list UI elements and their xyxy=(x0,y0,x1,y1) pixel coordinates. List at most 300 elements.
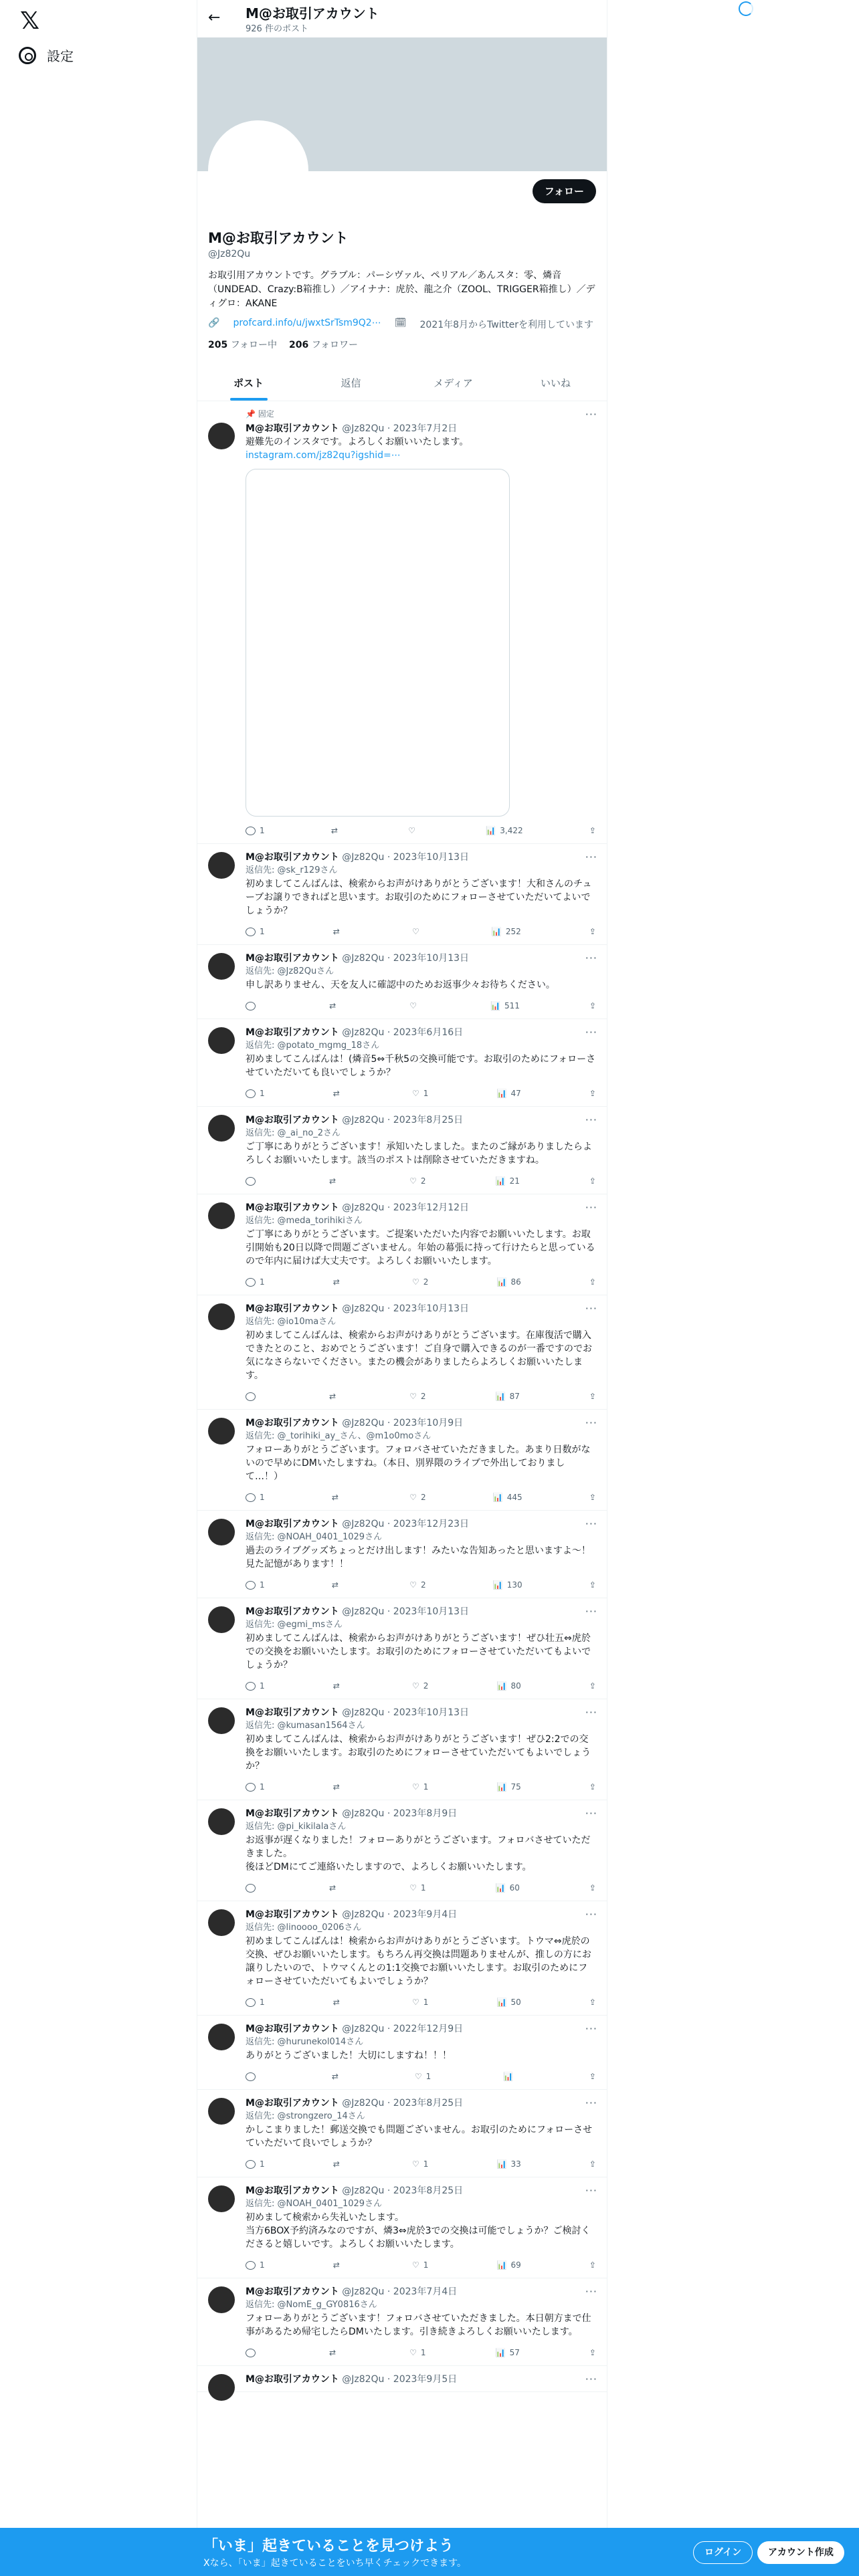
reply-count: 1 xyxy=(260,1681,265,1691)
more-options-icon[interactable]: ··· xyxy=(585,851,597,863)
like-button[interactable] xyxy=(412,927,423,936)
views-button[interactable] xyxy=(496,1176,520,1186)
retweet-button[interactable] xyxy=(333,1277,344,1287)
retweet-button[interactable] xyxy=(333,1089,344,1098)
reply-to[interactable]: 返信先: @_ai_no_2さん xyxy=(246,1128,341,1138)
tweet-author[interactable]: M@お取引アカウント xyxy=(246,423,339,434)
reply-count: 1 xyxy=(260,1493,265,1502)
tweet-text: 初めましてこんばんは、検索からお声がけありがとうございます！ぜひ壮五⇔虎於での交換をお願いいたします。お取引のためにフォローさせていただいてもよいでしょうか？ xyxy=(246,1633,591,1671)
like-button[interactable] xyxy=(412,2159,428,2169)
like-count: 2 xyxy=(423,1277,429,1287)
share-icon: ⇪ xyxy=(589,2072,596,2081)
reply-button[interactable] xyxy=(246,1392,260,1401)
like-button[interactable] xyxy=(412,2260,428,2270)
views-button[interactable] xyxy=(503,2072,517,2081)
pinned-label xyxy=(246,408,596,419)
reply-to[interactable]: 返信先: @hurunekol014さん xyxy=(246,2037,364,2047)
link-icon: 🔗 xyxy=(208,318,220,328)
more-options-icon[interactable]: ··· xyxy=(585,1605,597,1618)
tweet-header xyxy=(246,2097,596,2110)
share-icon: ⇪ xyxy=(589,2260,596,2270)
reply-to[interactable]: 返信先: @pi_kikilalaさん xyxy=(246,1822,347,1832)
tweet-link[interactable]: instagram.com/jz82qu?igshid=⋯ xyxy=(246,450,401,461)
retweet-icon: ⇄ xyxy=(330,826,338,835)
more-options-icon[interactable]: ··· xyxy=(585,1201,597,1214)
tweet-author[interactable]: M@お取引アカウント xyxy=(246,1909,339,1920)
views-button[interactable] xyxy=(490,1001,520,1010)
avatar[interactable] xyxy=(208,1519,235,1545)
avatar[interactable] xyxy=(208,1909,235,1936)
tweet-actions xyxy=(246,1389,596,1404)
share-button[interactable] xyxy=(589,927,596,936)
reply-to[interactable]: 返信先: @sk_r129さん xyxy=(246,865,338,875)
following-count: 205 xyxy=(208,340,228,350)
reply-button[interactable] xyxy=(246,1782,265,1792)
bar-chart-icon: 📊 xyxy=(496,1089,507,1098)
share-icon: ⇪ xyxy=(589,927,596,936)
signup-button[interactable]: アカウント作成 xyxy=(757,2541,844,2564)
retweet-button[interactable] xyxy=(329,1176,340,1186)
reply-to[interactable]: 返信先: @NOAH_0401_1029さん xyxy=(246,2199,383,2209)
tweet[interactable] xyxy=(197,1410,607,1511)
tweet-author[interactable]: M@お取引アカウント xyxy=(246,2024,339,2034)
reply-button[interactable] xyxy=(246,1493,265,1502)
more-options-icon[interactable]: ··· xyxy=(585,2022,597,2035)
tweet[interactable] xyxy=(197,2090,607,2177)
like-button[interactable] xyxy=(412,1089,428,1098)
bar-chart-icon: 📊 xyxy=(496,1277,507,1287)
reply-to[interactable]: 返信先: @_torihiki_ay_さん、@m1o0moさん xyxy=(246,1431,432,1441)
tweet-author[interactable]: M@お取引アカウント xyxy=(246,1303,339,1314)
tweet-author[interactable]: M@お取引アカウント xyxy=(246,1027,339,1038)
like-button[interactable] xyxy=(409,1580,425,1590)
share-icon: ⇪ xyxy=(589,1176,596,1186)
x-logo-icon[interactable]: 𝕏 xyxy=(20,7,40,35)
reply-icon xyxy=(246,1089,256,1098)
bar-chart-icon: 📊 xyxy=(503,2072,514,2081)
tweet-header xyxy=(246,851,596,864)
tweet-actions xyxy=(246,1679,596,1693)
reply-button[interactable] xyxy=(246,1580,265,1590)
like-button[interactable] xyxy=(409,1001,421,1010)
views-button[interactable] xyxy=(493,1580,522,1590)
views-button[interactable] xyxy=(496,2348,520,2357)
following-label: フォロー中 xyxy=(230,340,277,350)
like-button[interactable] xyxy=(409,1883,425,1893)
avatar[interactable] xyxy=(208,1418,235,1444)
nav-settings[interactable] xyxy=(19,45,74,65)
main-column xyxy=(197,0,607,2576)
avatar[interactable] xyxy=(208,2098,235,2125)
tweet[interactable] xyxy=(197,1511,607,1598)
tweet-meta: @Jz82Qu · 2023年7月4日 xyxy=(342,2286,458,2297)
tweet[interactable] xyxy=(197,1800,607,1901)
tweet-text: 初めましてこんばんは、検索からお声がけありがとうございます。在庫復活で購入できたとのこと、おめでとうございます！ご自身で購入できるのが一番ですのでお気になさらないでください。またの機会がありましたらよろしくお願いいたします。 xyxy=(246,1330,592,1381)
share-icon: ⇪ xyxy=(589,2348,596,2357)
tweet-text: 過去のライブグッズちょっとだけ出します！みたいな告知あったと思いますよ〜！見た記憶があります！！ xyxy=(246,1545,591,1570)
tweet-author[interactable]: M@お取引アカウント xyxy=(246,1808,339,1819)
tweet-meta: @Jz82Qu · 2023年10月13日 xyxy=(342,953,470,964)
share-icon: ⇪ xyxy=(589,2159,596,2169)
reply-to[interactable]: 返信先: @linoooo_0206さん xyxy=(246,1923,362,1933)
share-button[interactable] xyxy=(589,2159,596,2169)
reply-icon xyxy=(246,1998,256,2007)
reply-button[interactable] xyxy=(246,1089,265,1098)
retweet-icon: ⇄ xyxy=(332,2260,340,2270)
like-button[interactable] xyxy=(409,1176,425,1186)
more-options-icon[interactable]: ··· xyxy=(585,1302,597,1315)
like-button[interactable] xyxy=(409,1493,425,1502)
reply-button[interactable] xyxy=(246,2072,260,2081)
more-options-icon[interactable]: ··· xyxy=(585,1908,597,1921)
retweet-icon: ⇄ xyxy=(329,1392,337,1401)
top-bar xyxy=(197,0,607,37)
bottom-bar-title: 「いま」起きていることを見つけよう xyxy=(203,2538,454,2555)
tweet-header xyxy=(246,2285,596,2298)
share-button[interactable] xyxy=(589,2348,596,2357)
tweet-meta: @Jz82Qu · 2023年8月25日 xyxy=(342,2185,464,2196)
tweet-meta: @Jz82Qu · 2023年10月13日 xyxy=(342,1707,470,1718)
reply-to[interactable]: 返信先: @potato_mgmg_18さん xyxy=(246,1041,380,1051)
bar-chart-icon: 📊 xyxy=(496,1681,507,1691)
tweet-text: 初めましてこんばんは、検索からお声がけありがとうございます！大和さんのチューブお譲りできればと思います。お取引のためにフォローさせていただいてよいでしょうか？ xyxy=(246,879,592,916)
tweet[interactable] xyxy=(197,1019,607,1107)
reply-to[interactable]: 返信先: @kumasan1564さん xyxy=(246,1721,365,1731)
reply-button[interactable] xyxy=(246,2349,260,2357)
share-button[interactable] xyxy=(589,1998,596,2007)
view-count: 69 xyxy=(510,2260,521,2270)
share-button[interactable] xyxy=(589,1176,596,1186)
reply-button[interactable] xyxy=(246,2260,265,2270)
back-arrow-icon[interactable]: ← xyxy=(208,9,221,26)
like-button[interactable] xyxy=(408,826,419,835)
heart-icon: ♡ xyxy=(409,2348,417,2357)
tweet-meta: @Jz82Qu · 2023年10月13日 xyxy=(342,1303,470,1314)
views-button[interactable] xyxy=(496,1392,520,1401)
views-button[interactable] xyxy=(492,927,521,936)
tweet-author[interactable]: M@お取引アカウント xyxy=(246,1115,339,1125)
retweet-icon: ⇄ xyxy=(331,1580,339,1590)
tweet[interactable] xyxy=(197,401,607,844)
heart-icon: ♡ xyxy=(411,1089,419,1098)
retweet-button[interactable] xyxy=(329,2348,340,2357)
views-button[interactable] xyxy=(496,1883,520,1893)
timeline xyxy=(197,401,607,2392)
reply-button[interactable] xyxy=(246,826,265,835)
more-options-icon[interactable]: ··· xyxy=(585,408,597,421)
tweet[interactable] xyxy=(197,2278,607,2366)
avatar[interactable] xyxy=(208,2374,235,2401)
tweet[interactable] xyxy=(197,1194,607,1295)
avatar[interactable] xyxy=(208,2024,235,2050)
pin-icon: 📌 xyxy=(246,409,256,419)
more-options-icon[interactable]: ··· xyxy=(585,952,597,964)
bottom-bar-subtitle: Xなら、「いま」起きていることをいち早くチェックできます。 xyxy=(203,2558,467,2569)
reply-to[interactable]: 返信先: @meda_torihikiさん xyxy=(246,1216,363,1226)
tweet[interactable] xyxy=(197,945,607,1019)
reply-button[interactable] xyxy=(246,2159,265,2169)
tweet[interactable] xyxy=(197,1699,607,1800)
avatar[interactable] xyxy=(208,1606,235,1633)
more-options-icon[interactable]: ··· xyxy=(585,2285,597,2298)
avatar[interactable] xyxy=(208,1303,235,1330)
view-count: 57 xyxy=(509,2348,520,2357)
reply-button[interactable] xyxy=(246,1002,260,1010)
tweet-media[interactable] xyxy=(246,469,510,817)
reply-to[interactable]: 返信先: @NomE_g_GY0816さん xyxy=(246,2300,377,2310)
share-icon: ⇪ xyxy=(589,1681,596,1691)
reply-icon xyxy=(246,1392,256,1401)
avatar[interactable] xyxy=(208,1027,235,1054)
retweet-button[interactable] xyxy=(329,1883,340,1893)
tweet-meta: @Jz82Qu · 2023年12月12日 xyxy=(342,1202,470,1213)
tweet[interactable] xyxy=(197,1295,607,1410)
like-count: 2 xyxy=(420,1580,426,1590)
views-button[interactable] xyxy=(497,1998,521,2007)
retweet-icon: ⇄ xyxy=(329,1001,337,1010)
tweet-author[interactable]: M@お取引アカウント xyxy=(246,1202,339,1213)
reply-icon xyxy=(246,2072,256,2081)
reply-icon xyxy=(246,827,256,835)
tweet-text: 初めましてこんばんは！検索からお声がけありがとうございます。トウマ⇔虎於の交換、ぜひお願いいたします。もちろん再交換は問題ありませんが、推しの方にお譲りしたいので、トウマくんとの1:1交換でお願いいたします。お取引のためにフォローさせていただいてもよいでしょうか？ xyxy=(246,1936,591,1987)
more-options-icon[interactable]: ··· xyxy=(585,2373,597,2385)
share-icon: ⇪ xyxy=(589,1782,596,1792)
avatar[interactable] xyxy=(208,1202,235,1229)
share-button[interactable] xyxy=(589,1001,596,1010)
heart-icon: ♡ xyxy=(409,1883,417,1893)
like-button[interactable] xyxy=(412,1277,428,1287)
share-button[interactable] xyxy=(589,2260,596,2270)
view-count: 130 xyxy=(506,1580,522,1590)
reply-to[interactable]: 返信先: @NOAH_0401_1029さん xyxy=(246,1532,383,1542)
tweet-meta: @Jz82Qu · 2023年8月25日 xyxy=(342,2098,464,2109)
reply-button[interactable] xyxy=(246,1884,260,1893)
like-count: 2 xyxy=(423,1681,429,1691)
like-button[interactable] xyxy=(412,1998,428,2007)
more-options-icon[interactable]: ··· xyxy=(585,1517,597,1530)
tweet-header xyxy=(246,1113,596,1127)
tab-likes[interactable]: いいね xyxy=(540,377,571,389)
retweet-button[interactable] xyxy=(333,2159,344,2169)
tweet-actions xyxy=(246,1780,596,1794)
reply-button[interactable] xyxy=(246,1681,265,1691)
bar-chart-icon: 📊 xyxy=(486,826,496,835)
share-button[interactable] xyxy=(589,1277,596,1287)
retweet-button[interactable] xyxy=(332,1580,343,1590)
profile-joined: 2021年8月からTwitterを利用しています xyxy=(419,320,593,330)
followers-stat[interactable] xyxy=(289,338,358,351)
avatar[interactable] xyxy=(208,2185,235,2212)
share-icon: ⇪ xyxy=(589,1089,596,1098)
tweet-actions xyxy=(246,924,596,939)
login-button[interactable]: ログイン xyxy=(693,2541,753,2564)
heart-icon: ♡ xyxy=(409,1493,417,1502)
tweet[interactable] xyxy=(197,2366,607,2392)
share-icon: ⇪ xyxy=(589,1998,596,2007)
like-count: 1 xyxy=(423,1089,429,1098)
avatar[interactable] xyxy=(208,423,235,449)
reply-count: 1 xyxy=(260,1580,265,1590)
like-button[interactable] xyxy=(412,1782,428,1792)
view-count: 3,422 xyxy=(500,826,523,835)
tweet[interactable] xyxy=(197,1598,607,1699)
profile-name: M@お取引アカウント xyxy=(208,230,349,246)
share-button[interactable] xyxy=(589,1392,596,1401)
bar-chart-icon: 📊 xyxy=(492,1580,503,1590)
share-button[interactable] xyxy=(589,1493,596,1502)
more-options-icon[interactable]: ··· xyxy=(585,2184,597,2197)
avatar[interactable] xyxy=(208,852,235,879)
tweet-author[interactable]: M@お取引アカウント xyxy=(246,1707,339,1718)
bottom-signup-bar xyxy=(0,2528,859,2576)
view-count: 21 xyxy=(509,1176,520,1186)
retweet-button[interactable] xyxy=(332,2072,343,2081)
share-icon: ⇪ xyxy=(589,1883,596,1893)
retweet-button[interactable] xyxy=(332,1493,343,1502)
tweet-author[interactable]: M@お取引アカウント xyxy=(246,2374,339,2385)
reply-button[interactable] xyxy=(246,1277,265,1287)
header-name: M@お取引アカウント xyxy=(246,5,379,21)
retweet-button[interactable] xyxy=(331,826,342,835)
like-button[interactable] xyxy=(415,2072,431,2081)
bar-chart-icon: 📊 xyxy=(496,2260,507,2270)
retweet-button[interactable] xyxy=(329,1001,340,1010)
following-stat[interactable] xyxy=(208,338,277,351)
tweet[interactable] xyxy=(197,2016,607,2090)
retweet-icon: ⇄ xyxy=(332,1277,340,1287)
reply-button[interactable] xyxy=(246,1177,260,1186)
tab-posts[interactable]: ポスト xyxy=(197,366,300,401)
like-button[interactable] xyxy=(409,1392,425,1401)
more-options-icon[interactable]: ··· xyxy=(585,1416,597,1429)
heart-icon: ♡ xyxy=(411,927,419,936)
share-button[interactable] xyxy=(589,1580,596,1590)
share-button[interactable] xyxy=(589,1782,596,1792)
retweet-button[interactable] xyxy=(333,1998,344,2007)
tweet-header xyxy=(246,1026,596,1039)
tweet-text: 初めましてこんばんは、検索からお声がけありがとうございます！ぜひ2:2での交換をお願いいたします。お取引のためにフォローさせていただいてもよいでしょうか？ xyxy=(246,1734,591,1772)
tweet-author[interactable]: M@お取引アカウント xyxy=(246,1418,339,1428)
share-button[interactable] xyxy=(589,1681,596,1691)
share-button[interactable] xyxy=(589,2072,596,2081)
follow-button[interactable]: フォロー xyxy=(533,179,596,203)
views-button[interactable] xyxy=(497,2159,521,2169)
avatar[interactable] xyxy=(208,1808,235,1835)
tweet-header xyxy=(246,1201,596,1214)
retweet-button[interactable] xyxy=(333,1782,344,1792)
reply-to[interactable]: 返信先: @Jz82Quさん xyxy=(246,966,335,976)
profile-banner xyxy=(197,37,607,171)
more-options-icon[interactable]: ··· xyxy=(585,1706,597,1719)
tweet-author[interactable]: M@お取引アカウント xyxy=(246,2098,339,2109)
tweet-actions xyxy=(246,998,596,1013)
like-button[interactable] xyxy=(409,2348,425,2357)
bar-chart-icon: 📊 xyxy=(496,2159,507,2169)
tweet-actions xyxy=(246,2157,596,2171)
like-button[interactable] xyxy=(412,1681,428,1691)
gear-icon xyxy=(19,47,36,64)
heart-icon: ♡ xyxy=(411,1998,419,2007)
tweet-author[interactable]: M@お取引アカウント xyxy=(246,2286,339,2297)
profile-link[interactable]: profcard.info/u/jwxtSrTsm9Q2⋯ xyxy=(233,318,381,328)
reply-to[interactable]: 返信先: @io10maさん xyxy=(246,1317,337,1327)
tweet[interactable] xyxy=(197,1901,607,2016)
tab-replies[interactable]: 返信 xyxy=(341,377,361,389)
reply-icon xyxy=(246,1682,256,1691)
avatar[interactable] xyxy=(208,1707,235,1734)
tab-media[interactable]: メディア xyxy=(434,377,473,389)
retweet-button[interactable] xyxy=(333,2260,344,2270)
more-options-icon[interactable]: ··· xyxy=(585,2097,597,2109)
view-count: 80 xyxy=(510,1681,521,1691)
profile-tabs xyxy=(197,366,607,401)
bar-chart-icon: 📊 xyxy=(496,1782,507,1792)
tweet-actions xyxy=(246,823,596,838)
tweet-actions xyxy=(246,1995,596,2010)
views-button[interactable] xyxy=(497,2260,521,2270)
tweet-meta: @Jz82Qu · 2023年10月13日 xyxy=(342,1606,470,1617)
retweet-button[interactable] xyxy=(333,1681,344,1691)
tweet-author[interactable]: M@お取引アカウント xyxy=(246,1519,339,1529)
retweet-button[interactable] xyxy=(333,927,344,936)
tweet[interactable] xyxy=(197,844,607,945)
reply-to[interactable]: 返信先: @egmi_msさん xyxy=(246,1620,343,1630)
tweet-header xyxy=(246,422,596,435)
tweet-header xyxy=(246,1908,596,1921)
share-button[interactable] xyxy=(589,1089,596,1098)
views-button[interactable] xyxy=(497,1277,521,1287)
tweet-actions xyxy=(246,1275,596,1289)
reply-button[interactable] xyxy=(246,927,265,936)
retweet-button[interactable] xyxy=(329,1392,340,1401)
heart-icon: ♡ xyxy=(409,1392,417,1401)
reply-icon xyxy=(246,928,256,936)
tweet-header xyxy=(246,1807,596,1820)
more-options-icon[interactable]: ··· xyxy=(585,1807,597,1820)
tweet-author[interactable]: M@お取引アカウント xyxy=(246,2185,339,2196)
profile-section xyxy=(197,171,607,351)
views-button[interactable] xyxy=(497,1681,521,1691)
tweet-text: ご丁寧にありがとうございます！承知いたしました。またのご縁がありましたらよろしくお願いいたします。該当のポストは削除させていただきますね。 xyxy=(246,1142,592,1166)
tweet-author[interactable]: M@お取引アカウント xyxy=(246,852,339,863)
reply-icon xyxy=(246,2261,256,2270)
reply-count: 1 xyxy=(260,826,265,835)
views-button[interactable] xyxy=(497,1089,521,1098)
share-button[interactable] xyxy=(589,1883,596,1893)
tweet-text: 初めまして検索から失礼いたします。 当方6BOX予約済みなのですが、燐3⇔虎於3での交換は可能でしょうか？ご検討くださると嬉しいです。よろしくお願いいたします。 xyxy=(246,2212,591,2250)
tweet-author[interactable]: M@お取引アカウント xyxy=(246,1606,339,1617)
more-options-icon[interactable]: ··· xyxy=(585,1113,597,1126)
avatar[interactable] xyxy=(208,953,235,980)
tweet-header xyxy=(246,1416,596,1430)
tweet[interactable] xyxy=(197,1107,607,1194)
tweet-author[interactable]: M@お取引アカウント xyxy=(246,953,339,964)
reply-to[interactable]: 返信先: @strongzero_14さん xyxy=(246,2111,365,2121)
reply-button[interactable] xyxy=(246,1998,265,2007)
tweet[interactable] xyxy=(197,2177,607,2278)
view-count: 87 xyxy=(509,1392,520,1401)
avatar[interactable] xyxy=(208,2286,235,2313)
avatar[interactable] xyxy=(208,1115,235,1142)
like-count: 2 xyxy=(420,1493,426,1502)
views-button[interactable] xyxy=(486,826,522,835)
followers-label: フォロワー xyxy=(311,340,358,350)
more-options-icon[interactable]: ··· xyxy=(585,1026,597,1039)
bar-chart-icon: 📊 xyxy=(490,1001,500,1010)
views-button[interactable] xyxy=(493,1493,522,1502)
views-button[interactable] xyxy=(497,1782,521,1792)
share-button[interactable] xyxy=(589,826,596,835)
